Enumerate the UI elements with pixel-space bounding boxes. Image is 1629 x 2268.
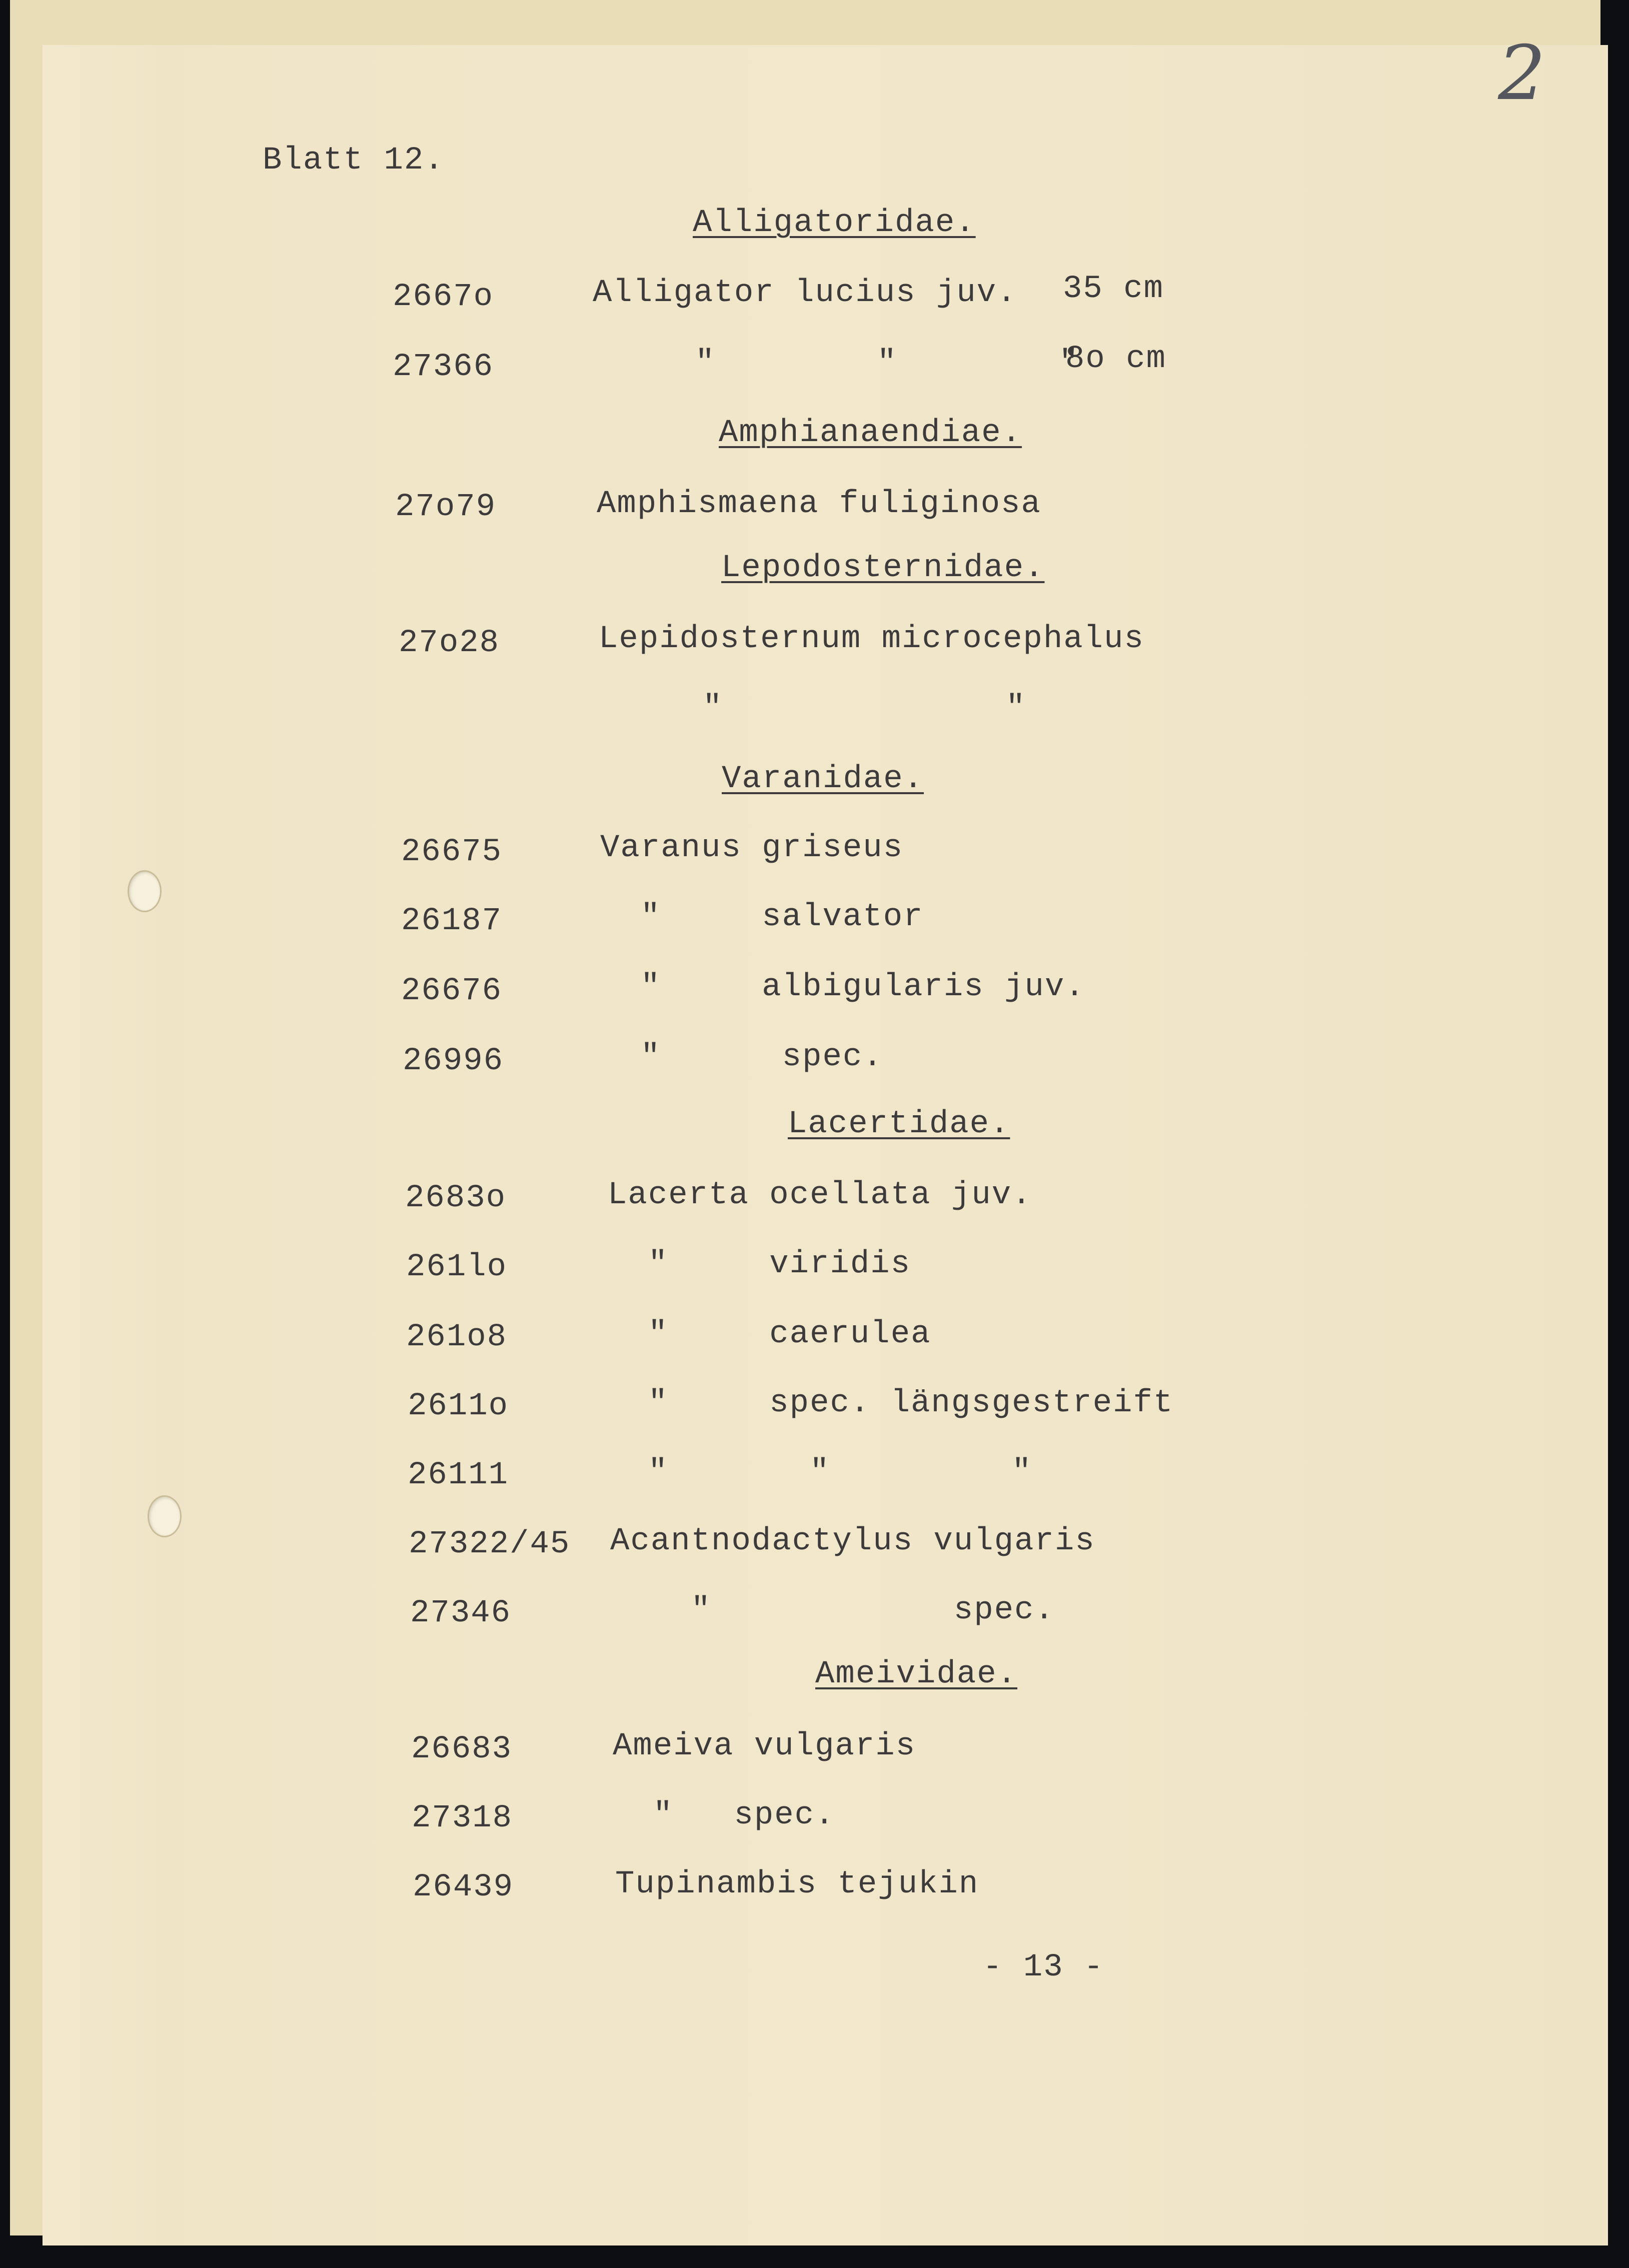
catalog-number: 26676 bbox=[401, 973, 503, 1009]
catalog-number: 26111 bbox=[408, 1457, 509, 1493]
species-name: Alligator lucius juv. bbox=[593, 275, 1017, 311]
catalog-number: 26675 bbox=[401, 834, 503, 870]
catalog-number: 2683o bbox=[405, 1180, 507, 1216]
section-heading: Varanidae. bbox=[722, 761, 924, 797]
section-heading: Amphianaendiae. bbox=[719, 415, 1022, 451]
catalog-number: 26187 bbox=[401, 903, 503, 939]
species-name: " salvator bbox=[600, 899, 924, 935]
catalog-number: 27o79 bbox=[395, 489, 497, 525]
section-heading: Lacertidae. bbox=[788, 1106, 1010, 1142]
punch-hole-bottom bbox=[148, 1495, 182, 1537]
species-name: " albigularis juv. bbox=[600, 969, 1085, 1005]
catalog-number: 261lo bbox=[406, 1249, 508, 1285]
catalog-number: 27366 bbox=[393, 349, 494, 385]
page-number: - 13 - bbox=[983, 1949, 1104, 1985]
catalog-number: 2667o bbox=[393, 279, 494, 315]
species-name: Lacerta ocellata juv. bbox=[608, 1177, 1032, 1213]
catalog-number: 26439 bbox=[413, 1869, 514, 1905]
section-heading: Lepodosternidae. bbox=[721, 550, 1045, 586]
catalog-number: 261o8 bbox=[406, 1319, 508, 1355]
specimen-size: 8o cm bbox=[1065, 341, 1167, 377]
species-name: " spec. bbox=[610, 1592, 1055, 1628]
species-name: Lepidosternum microcephalus bbox=[599, 621, 1144, 657]
species-name: " spec. bbox=[600, 1039, 883, 1075]
handwritten-page-mark: 2 bbox=[1498, 30, 1546, 117]
catalog-number: 2611o bbox=[408, 1388, 509, 1424]
punch-hole-top bbox=[128, 870, 162, 912]
species-name: Ameiva vulgaris bbox=[613, 1728, 916, 1764]
species-name: " viridis bbox=[608, 1246, 911, 1282]
species-name: Acantnodactylus vulgaris bbox=[610, 1523, 1095, 1559]
section-heading: Ameividae. bbox=[815, 1656, 1018, 1692]
catalog-number: 26996 bbox=[403, 1043, 504, 1079]
species-name: Varanus griseus bbox=[600, 830, 904, 866]
catalog-number: 27318 bbox=[412, 1800, 513, 1836]
page-edge-shading bbox=[43, 45, 158, 2245]
ditto-marks: " " " bbox=[695, 345, 1079, 381]
catalog-number: 26683 bbox=[411, 1731, 513, 1767]
species-name: " spec. bbox=[613, 1797, 835, 1833]
catalog-number: 27322/45 bbox=[409, 1526, 571, 1562]
species-name: " spec. längsgestreift bbox=[608, 1385, 1174, 1421]
document-page bbox=[43, 30, 1608, 2245]
sheet-label: Blatt 12. bbox=[263, 143, 445, 179]
ditto-marks: " " " bbox=[608, 1454, 1032, 1490]
catalog-number: 27o28 bbox=[399, 625, 500, 661]
ditto-marks: " " bbox=[703, 690, 1026, 726]
catalog-number: 27346 bbox=[410, 1595, 512, 1631]
specimen-size: 35 cm bbox=[1063, 271, 1164, 307]
species-name: Tupinambis tejukin bbox=[615, 1866, 979, 1902]
section-heading: Alligatoridae. bbox=[693, 205, 976, 241]
species-name: " caerulea bbox=[608, 1316, 931, 1352]
species-name: Amphismaena fuliginosa bbox=[597, 486, 1041, 522]
